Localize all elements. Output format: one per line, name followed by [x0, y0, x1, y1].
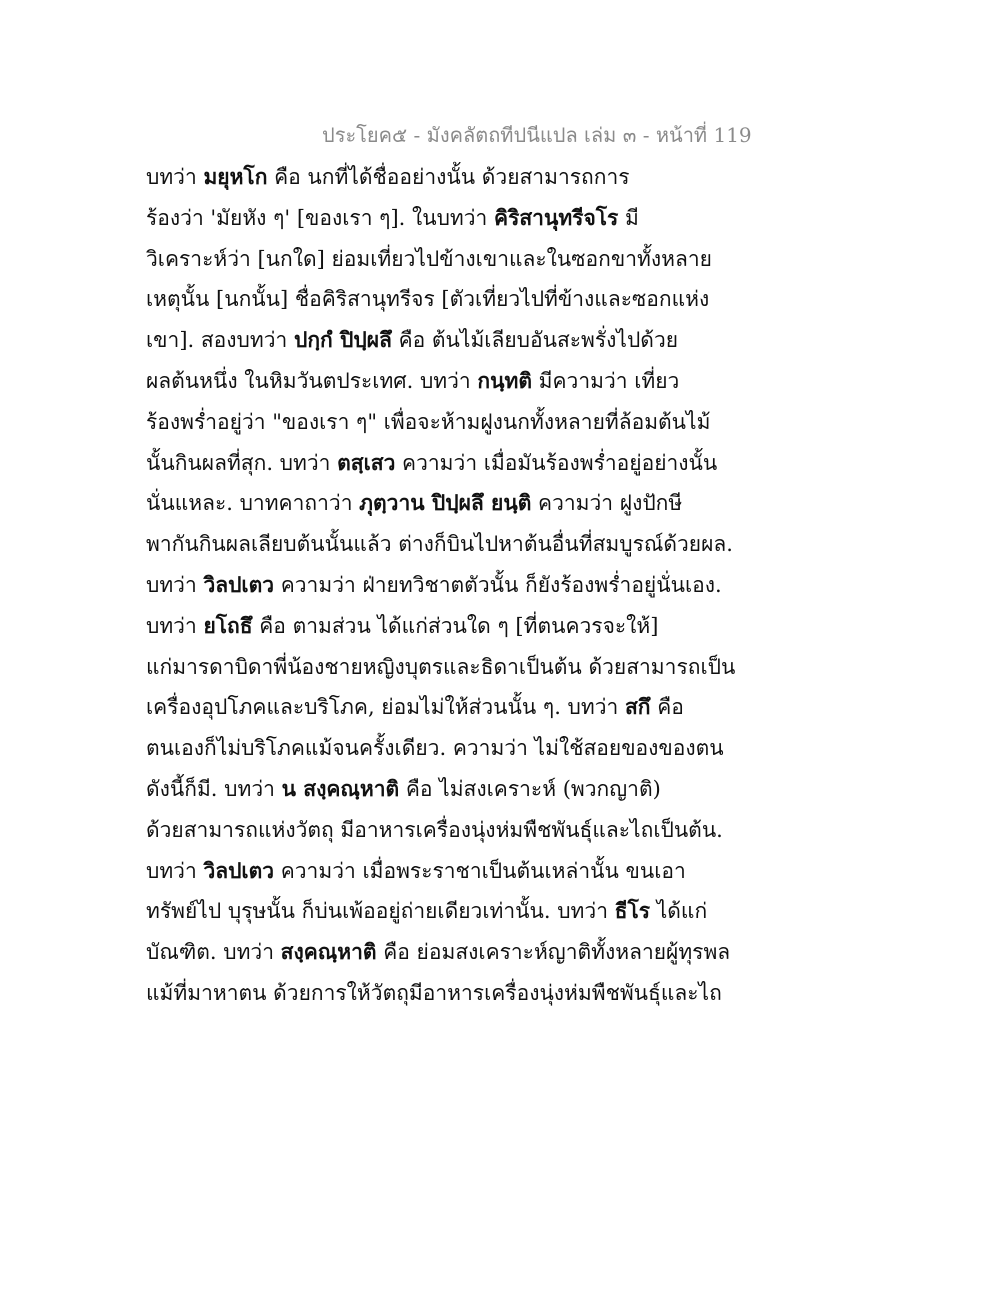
text-segment: แม้ที่มาหาตน ด้วยการให้วัตถุมีอาหารเครื่องนุ่งห่มพืชพันธุ์และไถ [146, 980, 722, 1005]
text-segment: บทว่า [146, 858, 204, 883]
text-line [146, 891, 708, 932]
bold-term: มยุหโก [203, 164, 268, 189]
text-line [146, 973, 722, 1014]
text-line [146, 647, 736, 688]
bold-term: ปกฺกํ ปิปฺผลึ [293, 327, 392, 353]
text-line [146, 239, 712, 280]
page-header: ประโยค๕ - มังคลัตถทีปนีแปล เล่ม ๓ - หน้าที่ 119 [322, 123, 752, 147]
text-line [146, 932, 731, 973]
text-segment: เขา]. สองบทว่า [146, 328, 294, 353]
text-segment: เครื่องอุปโภคและบริโภค, ย่อมไม่ให้ส่วนนั้น ๆ. บทว่า [146, 695, 625, 720]
bold-term: กนฺทติ [477, 367, 532, 393]
text-segment: คือ นกที่ได้ชื่ออย่างนั้น ด้วยสามารถการ [267, 165, 630, 189]
text-line [146, 687, 686, 728]
text-segment: เหตุนั้น [นกนั้น] ชื่อคิริสานุทรีจร [ตัวเที่ยวไปที่ข้างและซอกแห่ง [146, 287, 710, 312]
text-line [146, 279, 710, 320]
bold-term: วิลปเตว [203, 857, 275, 883]
text-segment: แก่มารดาบิดาพี่น้องชายหญิงบุตรและธิดาเป็นต้น ด้วยสามารถเป็น [146, 654, 736, 679]
text-segment: คือ [650, 695, 684, 720]
bold-term: ตสฺเสว [337, 449, 396, 475]
text-line [146, 851, 686, 892]
text-segment: ร้องพร่ำอยู่ว่า "ของเรา ๆ" เพื่อจะห้ามฝูงนกทั้งหลายที่ล้อมต้นไม้ [146, 409, 711, 434]
text-segment: มีความว่า เที่ยว [531, 368, 680, 393]
text-segment: ได้แก่ [650, 899, 708, 924]
text-segment: ตนเองก็ไม่บริโภคแม้จนครั้งเดียว. ความว่า ไม่ใช้สอยของของตน [146, 736, 724, 761]
bold-term: สกึ [624, 694, 651, 720]
bold-term: คิริสานุทรีจโร [494, 204, 619, 230]
text-segment: ความว่า ฝูงปักษี [531, 491, 683, 516]
bold-term: น สงฺคณฺหาติ [281, 775, 400, 801]
text-segment: วิเคราะห์ว่า [นกใด] ย่อมเที่ยวไปข้างเขาและในซอกขาทั้งหลาย [146, 246, 712, 271]
text-segment: ด้วยสามารถแห่งวัตถุ มีอาหารเครื่องนุ่งห่มพืชพันธุ์และไถเป็นต้น. [146, 817, 723, 842]
bold-term: สงฺคณฺหาติ [280, 939, 377, 965]
body-text [146, 157, 736, 1014]
text-segment: ร้องว่า 'มัยหัง ๆ' [ของเรา ๆ]. ในบทว่า [146, 205, 495, 230]
text-line [146, 198, 686, 239]
text-line [146, 361, 686, 402]
text-segment: ผลต้นหนึ่ง ในหิมวันตประเทศ. บทว่า [146, 368, 478, 393]
text-segment: ความว่า เมื่อมันร้องพร่ำอยู่อย่างนั้น [395, 450, 718, 475]
text-line [146, 606, 686, 647]
text-segment: ดังนี้ก็มี. บทว่า [146, 776, 282, 801]
text-segment: ทรัพย์ไป บุรุษนั้น ก็บ่นเพ้ออยู่ถ่ายเดียวเท่านั้น. บทว่า [146, 899, 615, 924]
text-line [146, 769, 686, 810]
text-segment: พากันกินผลเลียบต้นนั้นแล้ว ต่างก็บินไปหาต้นอื่นที่สมบูรณ์ด้วยผล. [146, 532, 733, 557]
text-line [146, 810, 723, 851]
text-segment: บทว่า [146, 613, 204, 638]
text-segment: บัณฑิต. บทว่า [146, 940, 281, 965]
text-line [146, 483, 686, 524]
text-segment: มี [618, 205, 639, 230]
text-line [146, 157, 686, 198]
text-line [146, 320, 686, 361]
text-segment: ความว่า ฝ่ายทวิชาตตัวนั้น ก็ยังร้องพร่ำอยู่นั่นเอง. [274, 572, 722, 597]
text-segment: คือ ไม่สงเคราะห์ (พวกญาติ) [399, 776, 661, 801]
text-line [146, 524, 733, 565]
bold-term: วิลปเตว [203, 571, 275, 597]
text-segment: คือ ต้นไม้เลียบอันสะพรั่งไปด้วย [391, 328, 679, 353]
text-segment: บทว่า [146, 165, 204, 189]
bold-term: ภุตฺวาน ปิปฺผลึ ยนฺติ [359, 490, 532, 516]
text-line [146, 728, 724, 769]
text-line [146, 565, 722, 606]
text-segment: คือ ย่อมสงเคราะห์ญาติทั้งหลายผู้ทุรพล [376, 940, 731, 965]
text-segment: ความว่า เมื่อพระราชาเป็นต้นเหล่านั้น ขนเอา [274, 858, 686, 883]
text-segment: นั้นกินผลที่สุก. บทว่า [146, 450, 338, 475]
bold-term: ธีโร [614, 898, 651, 924]
text-segment: นั่นแหละ. บาทคาถาว่า [146, 491, 360, 516]
bold-term: ยโถธึ [203, 612, 253, 638]
text-segment: บทว่า [146, 572, 204, 597]
text-line [146, 443, 718, 484]
text-segment: คือ ตามส่วน ได้แก่ส่วนใด ๆ [ที่ตนควรจะให้] [252, 613, 659, 638]
text-line [146, 402, 711, 443]
